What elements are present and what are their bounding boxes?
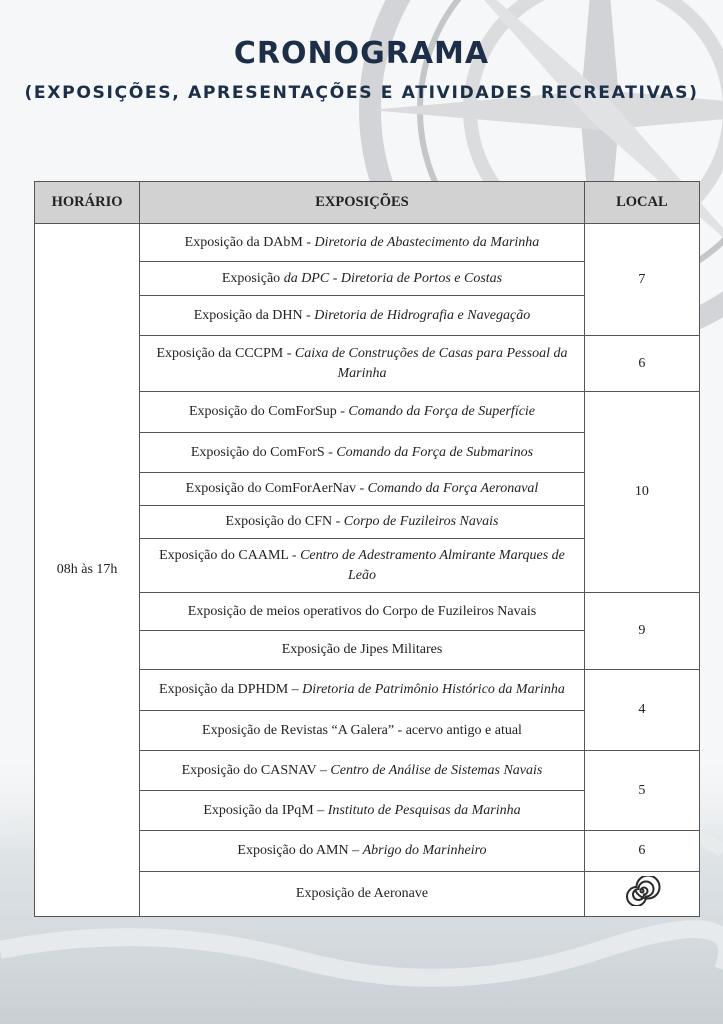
exposicao-cell: Exposição de Jipes Militares (140, 631, 585, 670)
exposicao-cell: Exposição de Revistas “A Galera” - acervo antigo e atual (140, 711, 585, 751)
header-horario: HORÁRIO (35, 182, 140, 224)
table-header-row (35, 182, 700, 224)
spiral-icon (623, 876, 661, 906)
local-cell: 7 (584, 224, 699, 336)
table-row (35, 224, 700, 262)
exposicao-cell: Exposição do CAAML - Centro de Adestramento Almirante Marques de Leão (140, 539, 585, 593)
local-cell (584, 872, 699, 917)
exposicao-cell: Exposição da DAbM - Diretoria de Abastecimento da Marinha (140, 224, 585, 262)
local-cell: 9 (584, 593, 699, 670)
exposicao-cell: Exposição do CFN - Corpo de Fuzileiros Navais (140, 506, 585, 539)
header-local: LOCAL (584, 182, 699, 224)
local-cell: 4 (584, 670, 699, 751)
exposicao-cell: Exposição da DPHDM – Diretoria de Patrimônio Histórico da Marinha (140, 670, 585, 711)
exposicao-cell: Exposição do ComForS - Comando da Força de Submarinos (140, 433, 585, 473)
exposicao-cell: Exposição do CASNAV – Centro de Análise de Sistemas Navais (140, 751, 585, 791)
page-subtitle: (EXPOSIÇÕES, APRESENTAÇÕES E ATIVIDADES RECREATIVAS) (24, 83, 699, 103)
horario-cell: 08h às 17h (35, 224, 140, 917)
page-title: CRONOGRAMA (233, 36, 490, 71)
exposicao-cell: Exposição da CCCPM - Caixa de Construções de Casas para Pessoal da Marinha (140, 336, 585, 392)
exposicao-cell: Exposição da IPqM – Instituto de Pesquisas da Marinha (140, 791, 585, 831)
header-exposicoes: EXPOSIÇÕES (140, 182, 585, 224)
local-cell: 6 (584, 831, 699, 872)
exposicao-cell: Exposição do ComForAerNav - Comando da Força Aeronaval (140, 473, 585, 506)
local-cell: 10 (584, 392, 699, 593)
exposicao-cell: Exposição do ComForSup - Comando da Força de Superfície (140, 392, 585, 433)
exposicao-cell: Exposição do AMN – Abrigo do Marinheiro (140, 831, 585, 872)
exposicao-cell: Exposição da DHN - Diretoria de Hidrografia e Navegação (140, 296, 585, 336)
schedule-table (34, 181, 700, 917)
exposicao-cell: Exposição de Aeronave (140, 872, 585, 917)
local-cell: 6 (584, 336, 699, 392)
local-cell: 5 (584, 751, 699, 831)
exposicao-cell: Exposição de meios operativos do Corpo de Fuzileiros Navais (140, 593, 585, 631)
exposicao-cell: Exposição da DPC - Diretoria de Portos e Costas (140, 262, 585, 296)
